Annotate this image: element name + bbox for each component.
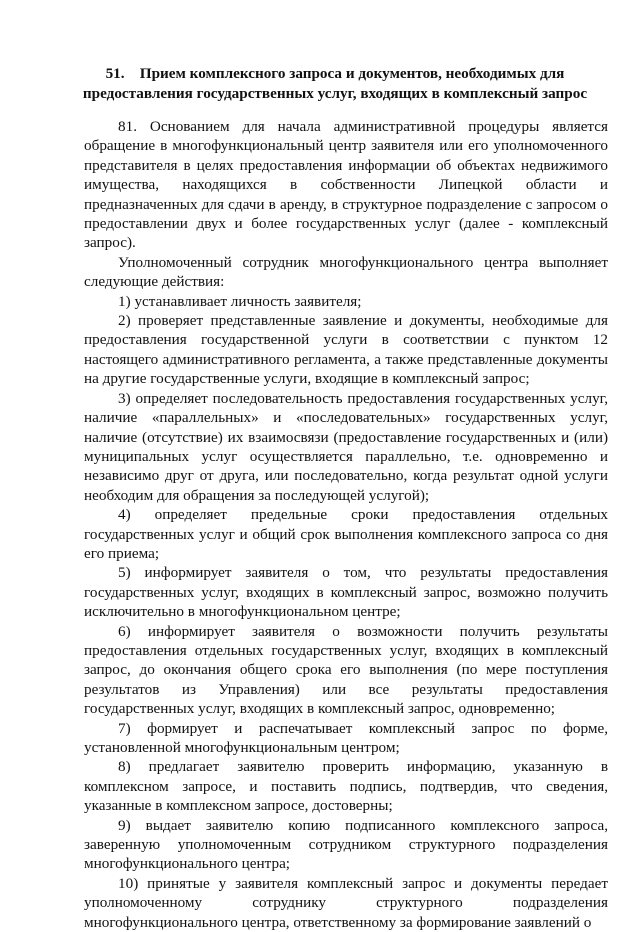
list-item-1: 1) устанавливает личность заявителя; — [118, 292, 362, 310]
section-title: Прием комплексного запроса и документов, необходимых для предоставления государственных услуг, входящих в комплексный запрос — [82, 65, 588, 102]
list-item-9: 9) выдает заявителю копию подписанного комплексного запроса, заверенную уполномоченным сотрудником структурного подразделения многофункционального центра; — [84, 816, 608, 873]
paragraph-81: 81. Основанием для начала административной процедуры является обращение в многофункциональный центр заявителя или его уполномоченного представителя в целях предоставления информации об объектах недвижимого имущества, находящихся в собственности Липецкой области и предназначенных для сдачи в аренду, в структурное подразделение с запросом о предоставлении двух и более государственных услуг (далее - комплексный запрос). — [84, 118, 608, 252]
paragraph-intro-actions: Уполномоченный сотрудник многофункционального центра выполняет следующие действия: — [84, 253, 608, 291]
list-item-5: 5) информирует заявителя о том, что результаты предоставления государственных услуг, входящих в комплексный запрос, возможно получить исключительно в многофункциональном центре; — [84, 564, 608, 621]
section-heading — [70, 64, 600, 103]
list-item-3: 3) определяет последовательность предоставления государственных услуг, наличие «параллельных» и «последовательных» государственных услуг, наличие (отсутствие) их взаимосвязи (предоставление государственных и (или) муниципальных услуг осуществляется параллельно, т.е. одновременно и независимо друг от друга, или последовательно, когда результат одной услуги необходим для обращения за последующей услугой); — [84, 389, 608, 504]
list-item-10: 10) принятые у заявителя комплексный запрос и документы передает уполномоченному сотруднику структурного подразделения многофункционального центра, ответственному за формирование заявлений о — [84, 874, 608, 931]
document-body — [84, 117, 608, 932]
list-item-2: 2) проверяет представленные заявление и документы, необходимые для предоставления государственной услуги в соответствии с пунктом 12 настоящего административного регламента, а также представленные документы на другие государственные услуги, входящие в комплексный запрос; — [84, 312, 608, 388]
list-item-6: 6) информирует заявителя о возможности получить результаты предоставления отдельных государственных услуг, входящих в комплексный запрос, до окончания общего срока его выполнения (по мере поступления результатов из Управления) или все результаты предоставления государственных услуг, входящих в комплексный запрос, одновременно; — [84, 622, 608, 718]
list-item-7: 7) формирует и распечатывает комплексный запрос по форме, установленной многофункциональным центром; — [84, 719, 608, 756]
section-number: 51. — [105, 65, 125, 82]
list-item-4: 4) определяет предельные сроки предоставления отдельных государственных услуг и общий срок выполнения комплексного запроса со дня его приема; — [84, 506, 608, 562]
list-item-8: 8) предлагает заявителю проверить информацию, указанную в комплексном запросе, и поставить подпись, подтвердив, что сведения, указанные в комплексном запросе, достоверны; — [84, 758, 608, 815]
